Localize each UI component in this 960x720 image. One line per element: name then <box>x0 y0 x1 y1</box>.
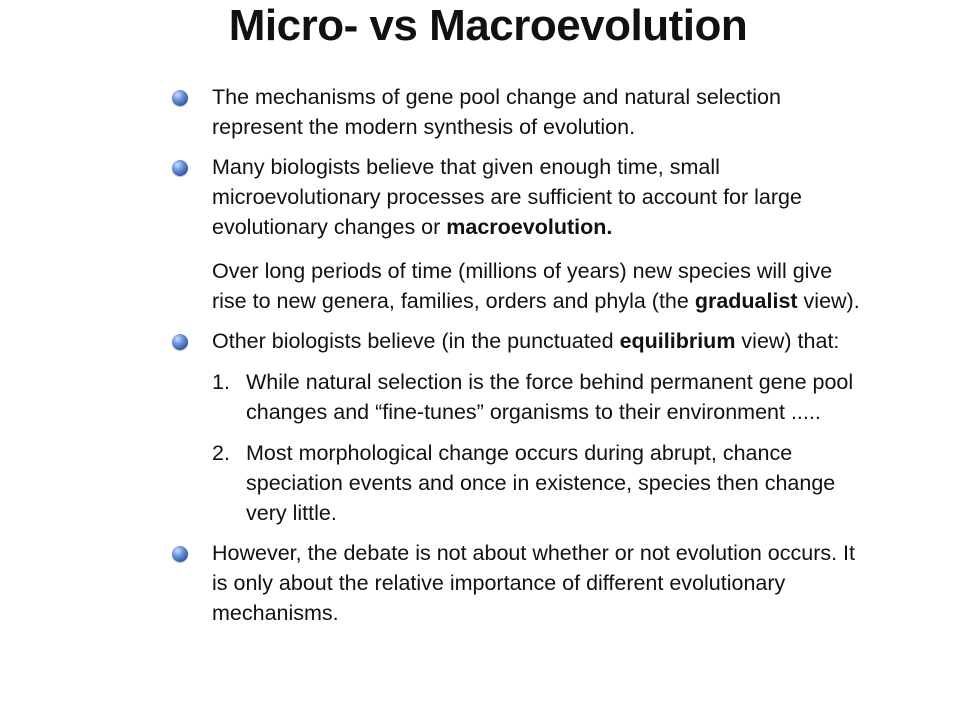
bullet-item <box>166 326 866 356</box>
bullet-item <box>166 82 866 142</box>
slide-title: Micro- vs Macroevolution <box>228 1 748 50</box>
slide-body <box>166 80 866 628</box>
paragraph-bold-term: gradualist <box>694 289 798 313</box>
numbered-list-item <box>166 367 866 427</box>
bullet-text: The mechanisms of gene pool change and natural selection represent the modern synthesis of evolution. <box>212 85 781 139</box>
list-number: 2. <box>212 441 230 465</box>
paragraph-text: Over long periods of time (millions of years) new species will give rise to new genera, families, orders and phyla (the <box>212 259 833 313</box>
list-text: Most morphological change occurs during abrupt, chance speciation events and once in existence, species then change very little. <box>246 441 836 525</box>
bullet-text: Many biologists believe that given enough time, small microevolutionary processes are sufficient to account for large evolutionary changes or <box>212 155 802 239</box>
bullet-text: However, the debate is not about whether or not evolution occurs. It is only about the relative importance of different evolutionary mechanisms. <box>212 541 855 625</box>
numbered-list-item <box>166 438 866 528</box>
bullet-text: Other biologists believe (in the punctuated <box>212 329 620 353</box>
bullet-bold-term: macroevolution. <box>446 215 613 239</box>
bullet-item <box>166 152 866 242</box>
bullet-item <box>166 538 866 628</box>
indented-paragraph <box>166 256 866 316</box>
bullet-bold-term: equilibrium <box>619 329 736 353</box>
blue-sphere-bullet-icon <box>172 546 188 562</box>
list-number: 1. <box>212 370 230 394</box>
blue-sphere-bullet-icon <box>172 160 188 176</box>
list-text: While natural selection is the force behind permanent gene pool changes and “fine-tunes” organisms to their environment ..... <box>246 370 854 424</box>
paragraph-text-end: view). <box>797 289 860 313</box>
blue-sphere-bullet-icon <box>172 90 188 106</box>
bullet-text-end: view) that: <box>735 329 840 353</box>
blue-sphere-bullet-icon <box>172 334 188 350</box>
